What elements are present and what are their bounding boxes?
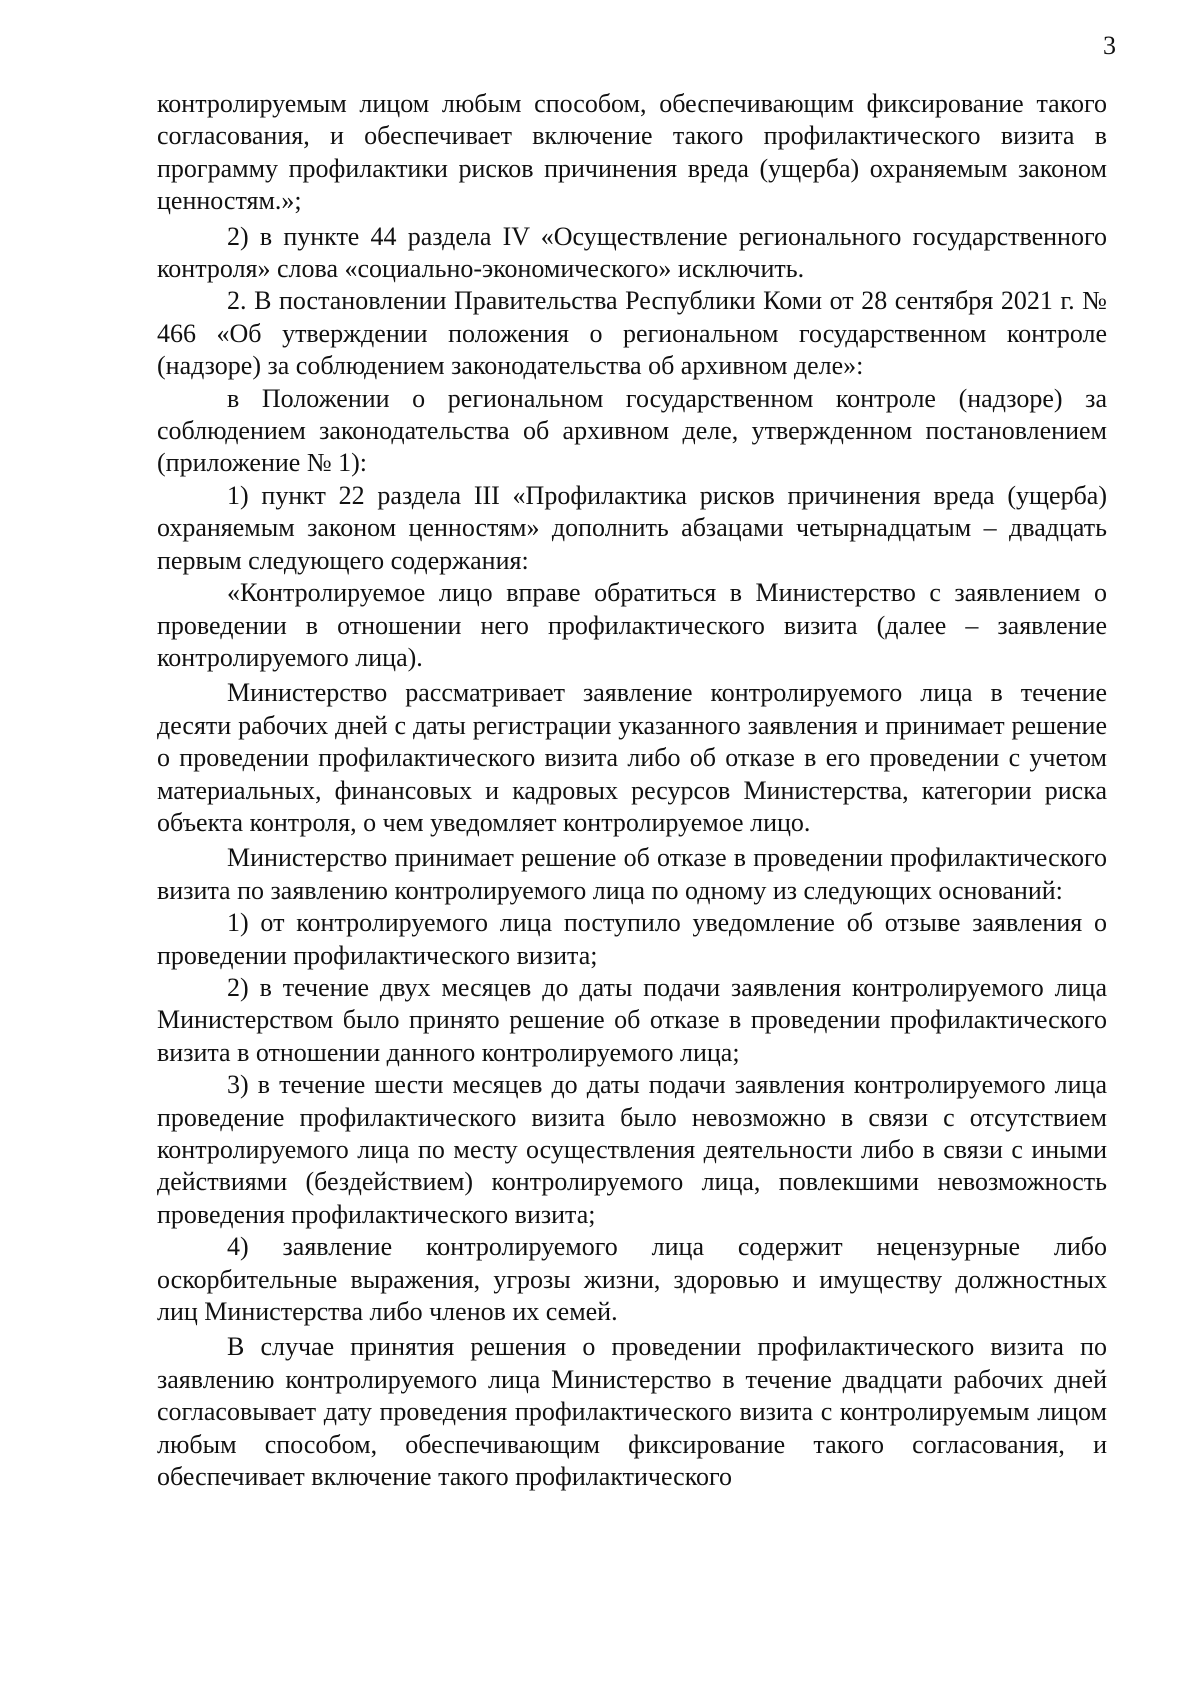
paragraph: 3) в течение шести месяцев до даты подачи заявления контролируемого лица проведение профилактического визита было невозможно в связи с отсутствием контролируемого лица по месту осуществления деятельности либо в связи с иными действиями (бездействием) контролируемого лица, повлекшими невозможность проведения профилактического визита; <box>157 1070 1107 1229</box>
paragraph: 2) в течение двух месяцев до даты подачи заявления контролируемого лица Министерством было принято решение об отказе в проведении профилактического визита в отношении данного контролируемого лица; <box>157 972 1107 1067</box>
paragraph: 2. В постановлении Правительства Республики Коми от 28 сентября 2021 г. № 466 «Об утверждении положения о региональном государственном контроле (надзоре) за соблюдением законодательства об архивном деле»: <box>157 286 1107 381</box>
paragraph: 2) в пункте 44 раздела IV «Осуществление регионального государственного контроля» слова «социально-экономического» исключить. <box>157 221 1107 284</box>
paragraph: 1) от контролируемого лица поступило уведомление об отзыве заявления о проведении профилактического визита; <box>157 908 1107 970</box>
paragraph: В случае принятия решения о проведении профилактического визита по заявлению контролируемого лица Министерство в течение двадцати рабочих дней согласовывает дату проведения профилактического визита с контролируемым лицом любым способом, обеспечивающим фиксирование такого согласования, и обеспечивает включение такого профилактического <box>157 1332 1107 1492</box>
document-body <box>157 88 1107 1493</box>
paragraph: Министерство принимает решение об отказе в проведении профилактического визита по заявлению контролируемого лица по одному из следующих оснований: <box>157 843 1107 905</box>
paragraph: 1) пункт 22 раздела III «Профилактика рисков причинения вреда (ущерба) охраняемым законом ценностям» дополнить абзацами четырнадцатым – двадцать первым следующего содержания: <box>157 480 1107 575</box>
paragraph: контролируемым лицом любым способом, обеспечивающим фиксирование такого согласования, и обеспечивает включение такого профилактического визита в программу профилактики рисков причинения вреда (ущерба) охраняемым законом ценностям.»; <box>157 89 1107 216</box>
paragraph: Министерство рассматривает заявление контролируемого лица в течение десяти рабочих дней с даты регистрации указанного заявления и принимает решение о проведении профилактического визита либо об отказе в его проведении с учетом материальных, финансовых и кадровых ресурсов Министерства, категории риска объекта контроля, о чем уведомляет контролируемое лицо. <box>157 678 1107 837</box>
page-number: 3 <box>1103 31 1116 60</box>
paragraph: 4) заявление контролируемого лица содержит нецензурные либо оскорбительные выражения, угрозы жизни, здоровью и имуществу должностных лиц Министерства либо членов их семей. <box>157 1232 1107 1327</box>
paragraph: «Контролируемое лицо вправе обратиться в Министерство с заявлением о проведении в отношении него профилактического визита (далее – заявление контролируемого лица). <box>157 578 1107 672</box>
paragraph: в Положении о региональном государственном контроле (надзоре) за соблюдением законодательства об архивном деле, утвержденном постановлением (приложение № 1): <box>157 383 1107 478</box>
